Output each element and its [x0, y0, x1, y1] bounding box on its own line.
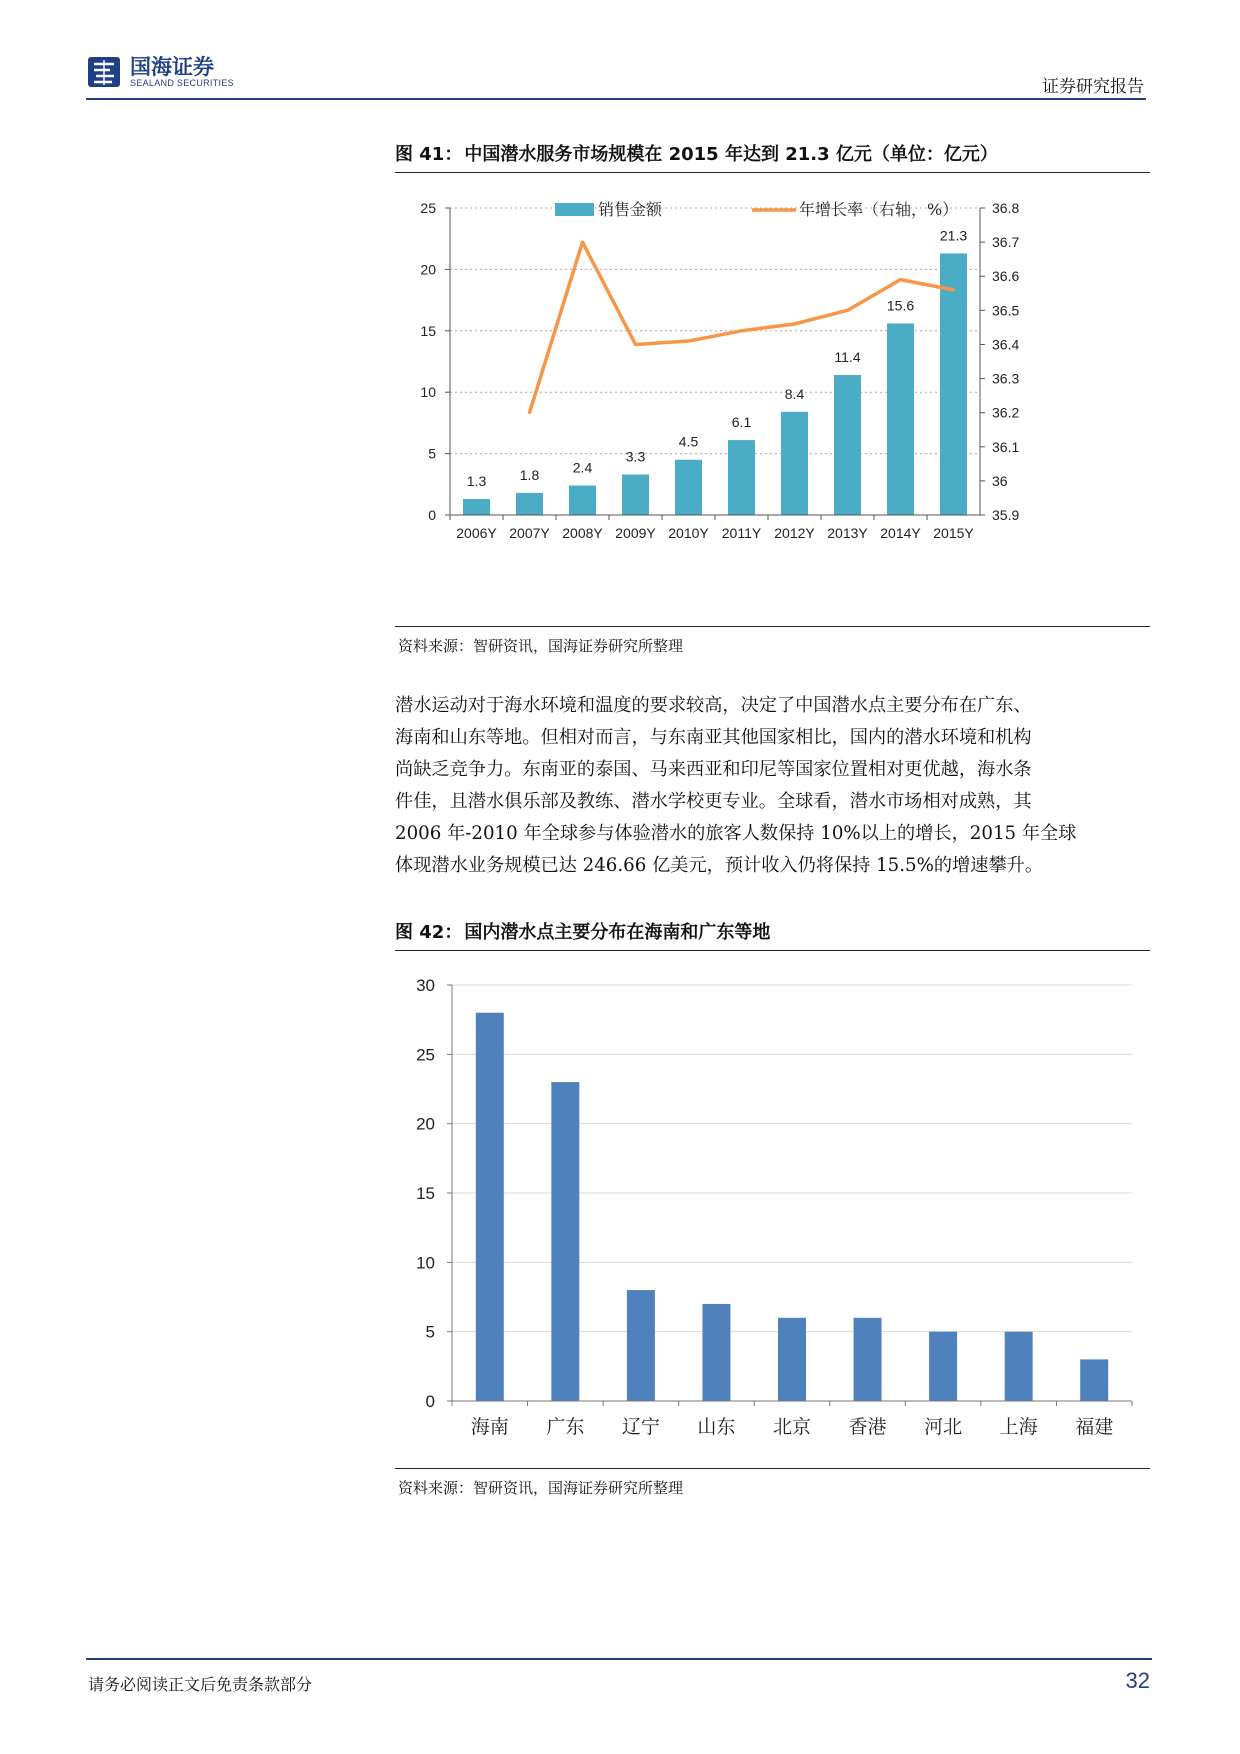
growth-rate-point — [740, 329, 743, 332]
x-tick-label: 辽宁 — [621, 1416, 660, 1438]
legend-line-label: 年增长率（右轴，%） — [799, 200, 959, 219]
bar-河北 — [929, 1332, 957, 1401]
report-type-label: 证券研究报告 — [1042, 77, 1144, 97]
company-logo — [86, 54, 234, 90]
x-tick-label: 北京 — [772, 1416, 812, 1438]
x-tick-label: 山东 — [697, 1416, 736, 1438]
y-right-tick-label: 36.2 — [992, 404, 1020, 421]
bar-2010Y — [675, 460, 702, 515]
y-right-tick-label: 36.8 — [992, 200, 1020, 216]
x-tick-label: 福建 — [1075, 1416, 1114, 1438]
figure-41-label: 图 41： — [395, 144, 463, 165]
y-right-tick-label: 36.1 — [992, 438, 1020, 455]
y-tick-label: 15 — [416, 1184, 435, 1203]
x-tick-label: 2009Y — [615, 525, 656, 541]
bar-辽宁 — [627, 1290, 655, 1401]
market-size-chart — [395, 190, 1150, 618]
y-left-tick-label: 20 — [420, 261, 436, 278]
bar-2014Y — [887, 323, 914, 515]
y-left-tick-label: 10 — [420, 384, 436, 401]
figure-41-source: 资料来源：智研资讯，国海证券研究所整理 — [395, 626, 1150, 656]
growth-rate-point — [581, 241, 584, 244]
y-left-tick-label: 15 — [420, 322, 436, 339]
bar-山东 — [702, 1304, 730, 1401]
bar-福建 — [1080, 1359, 1108, 1401]
x-tick-label: 2010Y — [668, 525, 709, 541]
y-right-tick-label: 36.5 — [992, 302, 1020, 319]
x-tick-label: 2012Y — [774, 525, 815, 541]
y-tick-label: 20 — [416, 1114, 435, 1134]
bar-2011Y — [728, 440, 755, 515]
bar-2009Y — [622, 474, 649, 515]
paragraph-line: 潜水运动对于海水环境和温度的要求较高，决定了中国潜水点主要分布在广东、 — [395, 695, 1032, 716]
bar-2006Y — [463, 499, 490, 515]
x-tick-label: 香港 — [848, 1416, 887, 1438]
x-tick-label: 2011Y — [721, 525, 762, 541]
legend-bar-swatch — [555, 203, 594, 216]
data-label: 4.5 — [678, 433, 699, 450]
y-right-tick-label: 35.9 — [992, 507, 1020, 523]
figure-42-source: 资料来源：智研资讯，国海证券研究所整理 — [395, 1468, 1150, 1498]
x-tick-label: 河北 — [924, 1416, 963, 1438]
y-tick-label: 0 — [425, 1392, 435, 1411]
bar-上海 — [1005, 1332, 1033, 1401]
data-label: 1.8 — [519, 466, 540, 483]
figure-42-title — [395, 915, 1150, 951]
growth-rate-point — [952, 288, 955, 291]
y-right-tick-label: 36.7 — [992, 234, 1020, 251]
y-right-tick-label: 36 — [992, 472, 1008, 489]
figure-41-title — [395, 137, 1150, 173]
x-tick-label: 2007Y — [509, 525, 550, 541]
y-tick-label: 25 — [416, 1045, 435, 1065]
page-number: 32 — [1125, 1668, 1150, 1693]
figure-42-label: 图 42： — [395, 922, 463, 943]
sealand-logo-icon — [86, 54, 122, 90]
x-tick-label: 广东 — [546, 1416, 585, 1438]
x-tick-label: 海南 — [470, 1416, 509, 1438]
bar-2008Y — [569, 486, 596, 515]
y-tick-label: 10 — [416, 1253, 435, 1273]
growth-rate-point — [793, 322, 796, 325]
figure-42-title-text: 国内潜水点主要分布在海南和广东等地 — [464, 922, 771, 943]
growth-rate-point — [846, 309, 849, 312]
x-tick-label: 2006Y — [456, 525, 497, 541]
y-right-tick-label: 36.3 — [992, 370, 1020, 387]
growth-rate-point — [634, 343, 637, 346]
bar-北京 — [778, 1318, 806, 1401]
bar-香港 — [854, 1318, 882, 1401]
data-label: 2.4 — [572, 459, 593, 476]
growth-rate-point — [687, 340, 690, 343]
growth-rate-point — [528, 411, 531, 414]
x-tick-label: 2014Y — [880, 525, 921, 541]
figure-41-title-text: 中国潜水服务市场规模在 2015 年达到 21.3 亿元（单位：亿元） — [464, 144, 998, 165]
bar-2012Y — [781, 412, 808, 515]
data-label: 11.4 — [834, 349, 861, 366]
bar-2015Y — [940, 253, 967, 515]
paragraph-line: 件佳，且潜水俱乐部及教练、潜水学校更专业。全球看，潜水市场相对成熟，其 — [395, 791, 1032, 812]
paragraph-line: 体现潜水业务规模已达 246.66 亿美元，预计收入仍将保持 15.5%的增速攀升。 — [395, 855, 1044, 876]
x-tick-label: 上海 — [999, 1416, 1038, 1438]
paragraph-line: 尚缺乏竞争力。东南亚的泰国、马来西亚和印尼等国家位置相对更优越，海水条 — [395, 759, 1032, 780]
data-label: 8.4 — [784, 385, 805, 402]
y-tick-label: 30 — [416, 976, 435, 995]
y-right-tick-label: 36.4 — [992, 336, 1020, 353]
growth-rate-point — [899, 278, 902, 281]
bar-海南 — [476, 1013, 504, 1401]
logo-chinese-name: 国海证券 — [130, 54, 214, 79]
x-tick-label: 2013Y — [827, 525, 868, 541]
paragraph-line: 海南和山东等地。但相对而言，与东南亚其他国家相比，国内的潜水环境和机构 — [395, 727, 1032, 748]
bar-广东 — [551, 1082, 579, 1401]
data-label: 6.1 — [731, 414, 752, 431]
logo-english-name: SEALAND SECURITIES — [130, 77, 234, 88]
data-label: 15.6 — [886, 297, 915, 314]
y-left-tick-label: 5 — [428, 445, 436, 462]
y-left-tick-label: 25 — [420, 200, 436, 216]
y-left-tick-label: 0 — [428, 507, 436, 523]
data-label: 21.3 — [939, 227, 968, 244]
legend-bar-label: 销售金额 — [598, 200, 663, 219]
x-tick-label: 2015Y — [933, 525, 974, 541]
data-label: 1.3 — [466, 473, 487, 490]
y-tick-label: 5 — [425, 1322, 435, 1342]
y-right-tick-label: 36.6 — [992, 268, 1020, 285]
paragraph-line: 2006 年-2010 年全球参与体验潜水的旅客人数保持 10%以上的增长，2015 年全球 — [395, 823, 1077, 844]
page-header — [86, 50, 1146, 100]
disclaimer-text: 请务必阅读正文后免责条款部分 — [88, 1675, 313, 1694]
bar-2007Y — [516, 493, 543, 515]
bar-2013Y — [834, 375, 861, 515]
x-tick-label: 2008Y — [562, 525, 603, 541]
dive-site-distribution-chart — [395, 968, 1150, 1463]
page-footer — [86, 1658, 1152, 1694]
body-paragraph — [395, 690, 1155, 882]
data-label: 3.3 — [625, 448, 646, 465]
